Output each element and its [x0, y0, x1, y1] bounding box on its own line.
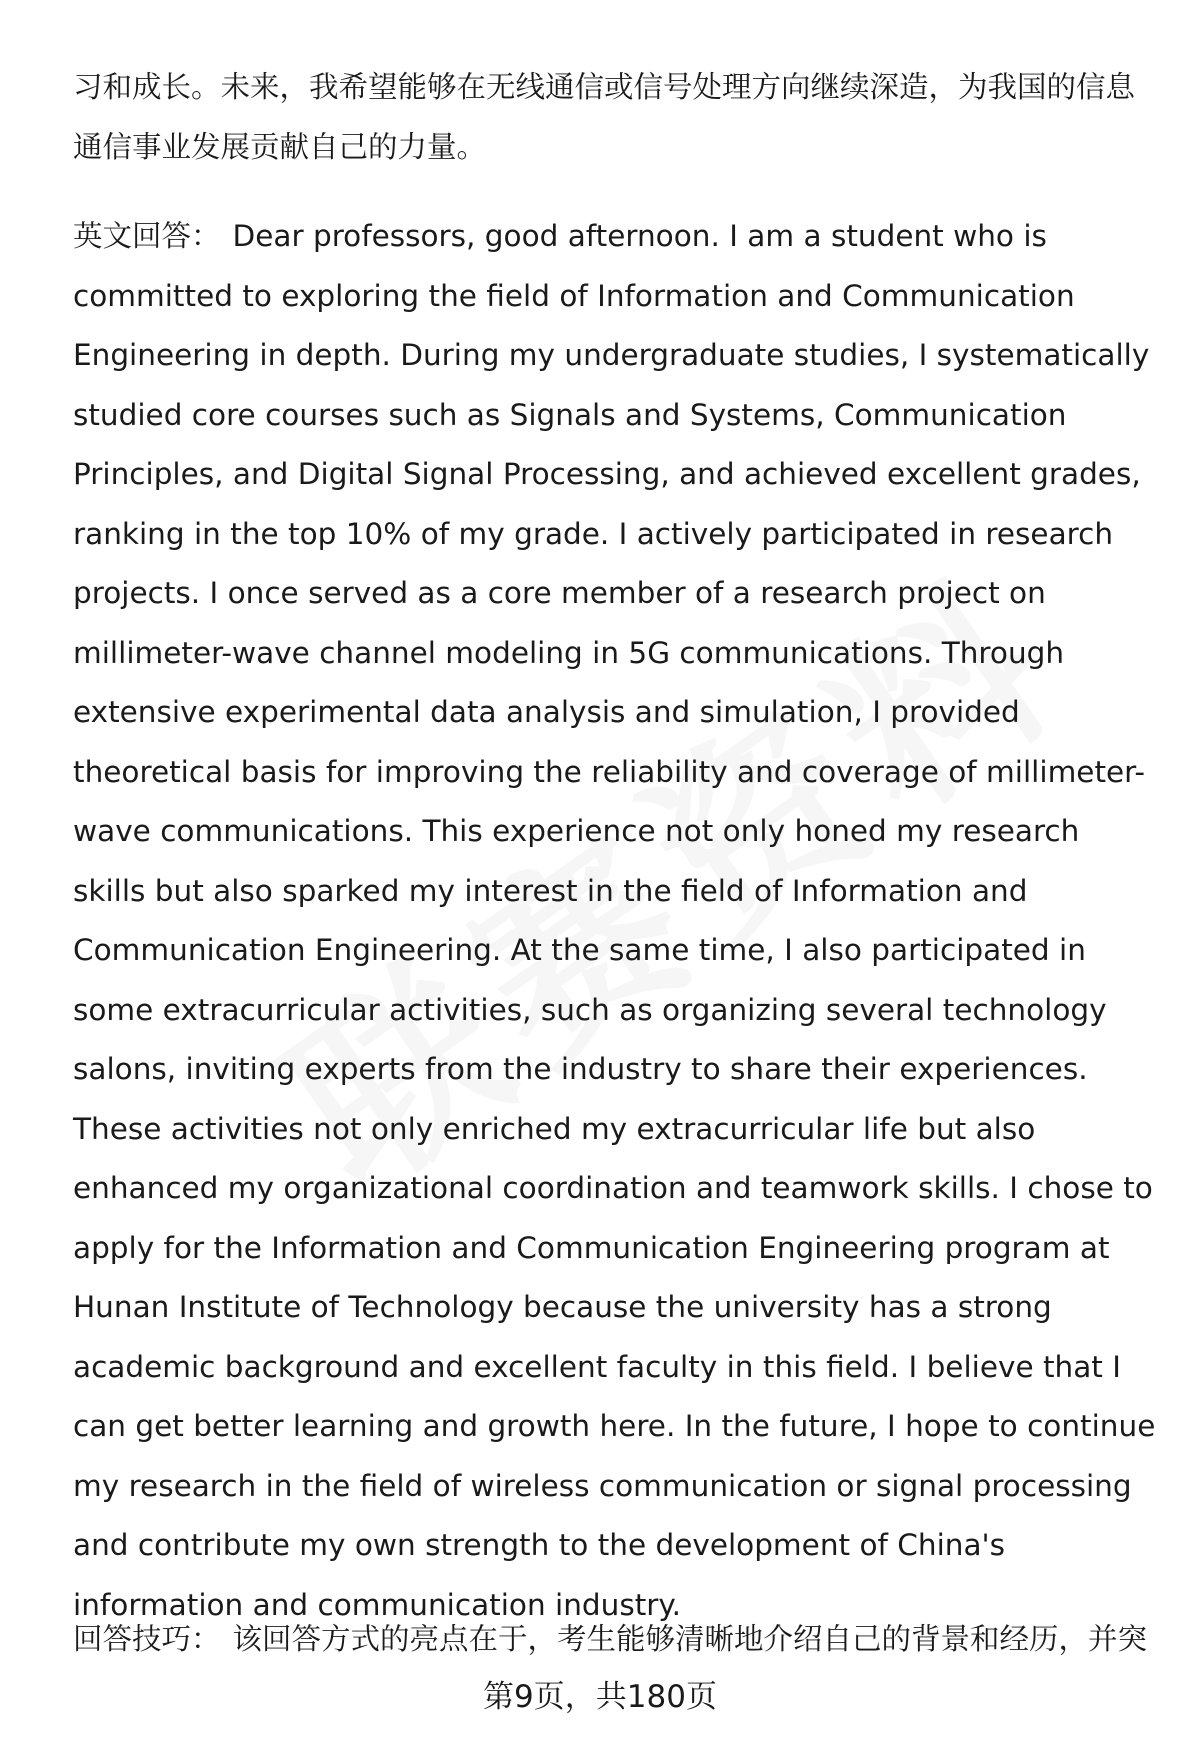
english-answer-text: Dear professors, good afternoon. I am a student who is committed to exploring the field of Information and Communication Engineering in depth. During my undergraduate studies, I systematically studied core courses such as Signals and Systems, Communication Principles, and Digital Signal Processing, and achieved excellent grades, ranking in the top 10% of my grade. I actively participated in research projects. I once served as a core member of a research project on millimeter-wave channel modeling in 5G communications. Through extensive experimental data analysis and simulation, I provided theoretical basis for improving the reliability and coverage of millimeter-wave communications. This experience not only honed my research skills but also sparked my interest in the field of Information and Communication Engineering. At the same time, I also participated in some extracurricular activities, such as organizing several technology salons, inviting experts from the industry to share their experiences. These activities not only enriched my extracurricular life but also enhanced my organizational coordination and teamwork skills. I chose to apply for the Information and Communication Engineering program at Hunan Institute of Technology because the university has a strong academic background and excellent faculty in this field. I believe that I can get better learning and growth here. In the future, I hope to continue my research in the field of wireless communication or signal processing and contribute my own strength to the development of China's information and communication industry.: [73, 219, 1156, 1622]
page-footer: 第9页，共180页: [483, 1679, 717, 1715]
answer-tips-label: 回答技巧：: [73, 1622, 221, 1656]
intro-tail-paragraph: 习和成长。未来，我希望能够在无线通信或信号处理方向继续深造，为我国的信息通信事业发展贡献自己的力量。: [73, 70, 1136, 164]
answer-tips-paragraph: [73, 1610, 1158, 1670]
answer-tips-text: 该回答方式的亮点在于，考生能够清晰地介绍自己的背景和经历，并突: [232, 1622, 1148, 1656]
english-answer-label: 英文回答：: [73, 219, 221, 253]
english-answer-paragraph: [73, 207, 1158, 1635]
